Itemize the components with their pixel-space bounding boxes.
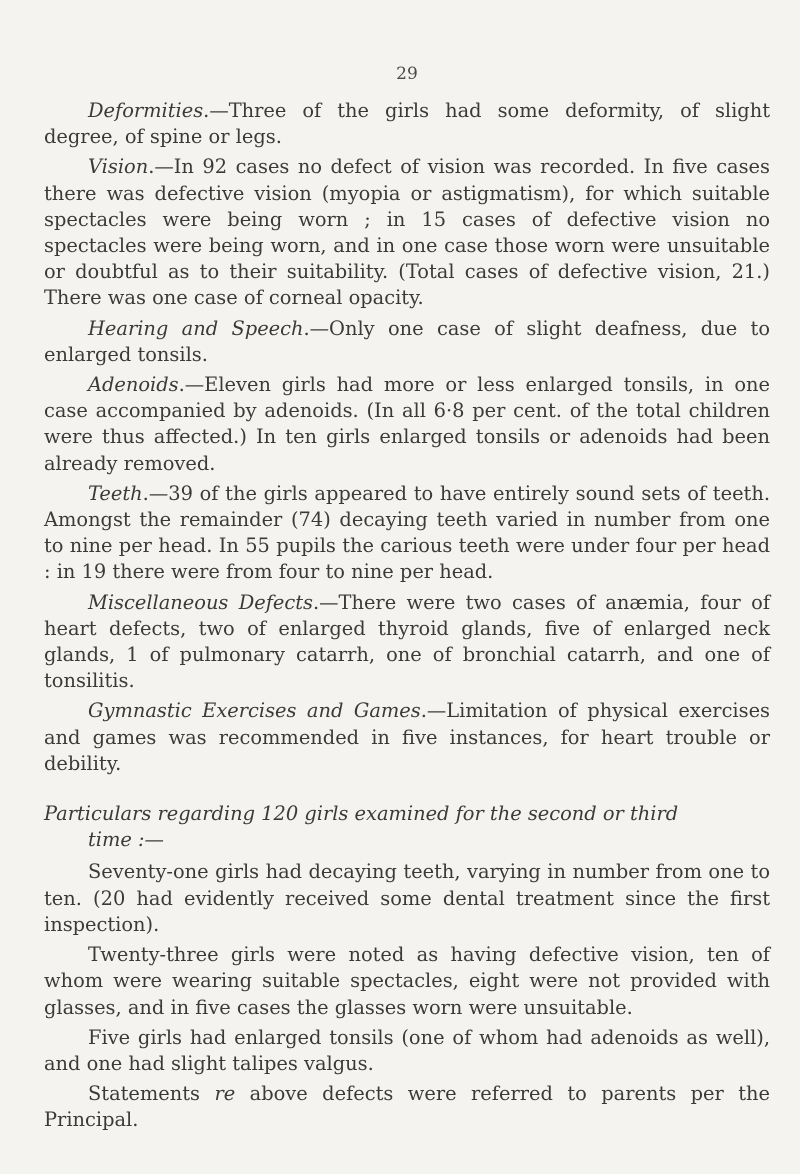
paragraph-text: .—In 92 cases no defect of vision was recorded. In five cases there was defective vision (myopia or astigmatism), for which suitable spectacles were being worn ; in 15 cases of defective vision no spectacles were being worn, and in one case those worn were unsuitable or doubtful as to their suitability. (Total cases of defective vision, 21.) There was one case of corneal opacity. bbox=[44, 155, 770, 310]
section-heading bbox=[44, 801, 770, 853]
section-heading-line2: time :— bbox=[88, 828, 164, 852]
section-heading-line1: Particulars regarding 120 girls examined for the second or third bbox=[44, 802, 679, 826]
paragraph-lead: Hearing and Speech bbox=[88, 316, 304, 340]
paragraph-defective-vision: Twenty-three girls were noted as having defective vision, ten of whom were wearing suitable spectacles, eight were not provided with glasses, and in five cases the glasses worn were unsuitable. bbox=[44, 943, 770, 1019]
statement-post: above defects were referred to parents per the Principal. bbox=[44, 1082, 770, 1132]
paragraph-decaying-teeth: Seventy-one girls had decaying teeth, varying in number from one to ten. (20 had evidently received some dental treatment since the first inspection). bbox=[44, 860, 770, 936]
paragraph-lead: Gymnastic Exercises and Games bbox=[88, 699, 421, 723]
paragraph-enlarged-tonsils: Five girls had enlarged tonsils (one of whom had adenoids as well), and one had slight talipes valgus. bbox=[44, 1025, 770, 1075]
page-body bbox=[44, 98, 770, 1138]
paragraph-statements bbox=[44, 1081, 770, 1133]
paragraph-lead: Vision bbox=[88, 155, 149, 179]
paragraph-text: .—39 of the girls appeared to have entirely sound sets of teeth. Amongst the remainder (74) decaying teeth varied in number from one to nine per head. In 55 pupils the carious teeth were under four per head : in 19 there were from four to nine per head. bbox=[44, 481, 770, 584]
paragraph-hearing-speech bbox=[44, 316, 770, 368]
paragraph-vision bbox=[44, 154, 770, 311]
paragraph-text: .—Only one case of slight deafness, due to enlarged tonsils. bbox=[44, 316, 770, 366]
paragraph-adenoids bbox=[44, 372, 770, 477]
paragraph-lead: Deformities bbox=[88, 99, 204, 122]
paragraph-text: .—Three of the girls had some deformity, of slight degree, of spine or legs. bbox=[44, 99, 770, 149]
paragraph-lead: Adenoids bbox=[88, 373, 179, 397]
paragraph-gymnastic-exercises bbox=[44, 698, 770, 777]
paragraph-deformities bbox=[44, 98, 770, 150]
paragraph-text: .—Limitation of physical exercises and games was recommended in five instances, for heart trouble or debility. bbox=[44, 699, 771, 775]
paragraph-text: .—There were two cases of anæmia, four of heart defects, two of enlarged thyroid glands, five of enlarged neck glands, 1 of pulmonary catarrh, one of bronchial catarrh, and one of tonsilitis. bbox=[44, 590, 770, 693]
paragraph-lead: Miscellaneous Defects bbox=[88, 590, 313, 614]
statement-pre: Statements bbox=[88, 1082, 215, 1106]
paragraph-miscellaneous-defects bbox=[44, 590, 770, 695]
page-number: 29 bbox=[396, 64, 418, 84]
paragraph-text: .—Eleven girls had more or less enlarged tonsils, in one case accompanied by adenoids. (In all 6·8 per cent. of the total children were thus affected.) In ten girls enlarged tonsils or adenoids had been already removed. bbox=[44, 373, 770, 475]
statement-re: re bbox=[214, 1082, 236, 1106]
paragraph-teeth bbox=[44, 481, 770, 586]
paragraph-lead: Teeth bbox=[88, 481, 143, 505]
